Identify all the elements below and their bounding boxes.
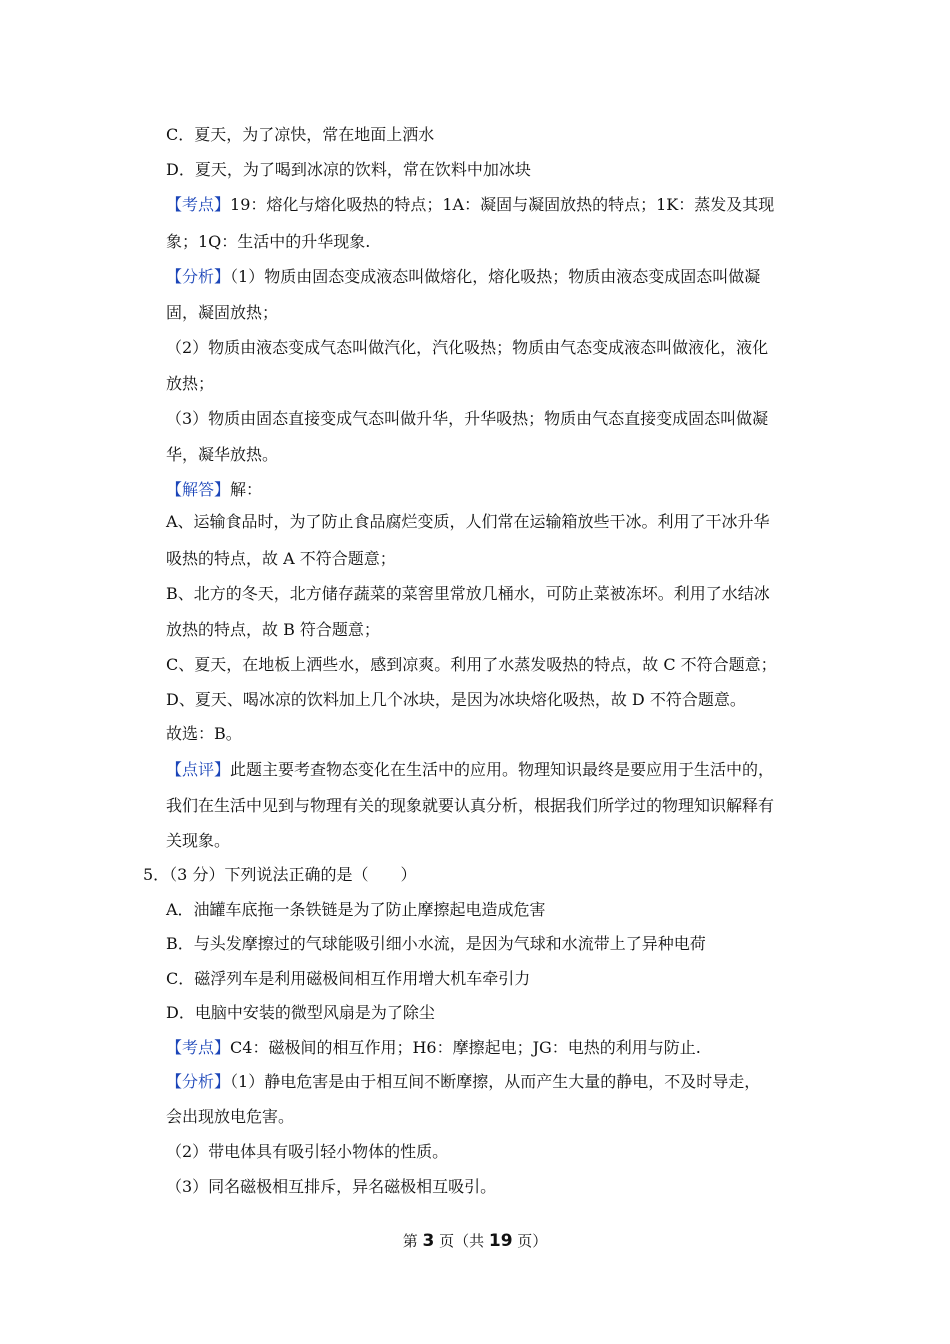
- page-footer: [0, 1230, 950, 1252]
- kaodian-text: 19：熔化与熔化吸热的特点；1A：凝固与凝固放热的特点；1K：蒸发及其现: [230, 195, 775, 214]
- q4-fenxi-line-5: （3）物质由固态直接变成气态叫做升华，升华吸热；物质由气态直接变成固态叫做凝: [166, 409, 769, 428]
- fenxi-tag: 【分析】: [166, 267, 231, 286]
- q5-option-c: C．磁浮列车是利用磁极间相互作用增大机车牵引力: [166, 969, 531, 988]
- q4-option-c: C．夏天，为了凉快，常在地面上洒水: [166, 125, 435, 144]
- kaodian-text: C4：磁极间的相互作用；H6：摩擦起电；JG：电热的利用与防止.: [230, 1038, 701, 1057]
- q4-jieda-b-line-1: B、北方的冬天，北方储存蔬菜的菜窖里常放几桶水，可防止菜被冻坏。利用了水结冰: [166, 584, 770, 603]
- q4-fenxi-line-4: 放热；: [166, 374, 215, 393]
- q5-option-a: A．油罐车底拖一条铁链是为了防止摩擦起电造成危害: [166, 900, 546, 919]
- q5-fenxi-line: [166, 1071, 816, 1093]
- q5-option-d: D．电脑中安装的微型风扇是为了除尘: [166, 1003, 435, 1022]
- fenxi-text: （1）物质由固态变成液态叫做熔化，熔化吸热；物质由液态变成固态叫做凝: [230, 267, 761, 286]
- footer-total-pages: 19: [488, 1231, 513, 1251]
- q4-jieda-line: [166, 479, 816, 501]
- dianping-text: 此题主要考查物态变化在生活中的应用。物理知识最终是要应用于生活中的，: [230, 760, 775, 779]
- q4-jieda-d-line: D、夏天、喝冰凉的饮料加上几个冰块，是因为冰块熔化吸热，故 D 不符合题意。: [166, 690, 746, 709]
- q4-fenxi-line-6: 华，凝华放热。: [166, 445, 279, 464]
- q5-fenxi-line-2: 会出现放电危害。: [166, 1107, 295, 1126]
- footer-page-number: 3: [422, 1231, 435, 1251]
- footer-prefix: 第: [402, 1232, 423, 1250]
- q4-jieda-b-line-2: 放热的特点，故 B 符合题意；: [166, 620, 380, 639]
- q4-dianping-line: [166, 759, 816, 781]
- jieda-text: 解：: [230, 480, 263, 499]
- q4-kaodian-line-2: 象；1Q：生活中的升华现象.: [166, 232, 371, 251]
- fenxi-tag: 【分析】: [166, 1072, 231, 1091]
- q4-jieda-answer: 故选：B。: [166, 724, 242, 743]
- q5-option-b: B．与头发摩擦过的气球能吸引细小水流，是因为气球和水流带上了异种电荷: [166, 934, 706, 953]
- q4-fenxi-line: [166, 266, 816, 288]
- q5-fenxi-line-3: （2）带电体具有吸引轻小物体的性质。: [166, 1142, 449, 1161]
- jieda-tag: 【解答】: [166, 480, 231, 499]
- q4-jieda-c-line: C、夏天，在地板上洒些水，感到凉爽。利用了水蒸发吸热的特点，故 C 不符合题意；: [166, 655, 777, 674]
- kaodian-tag: 【考点】: [166, 195, 231, 214]
- q4-jieda-a-line-2: 吸热的特点，故 A 不符合题意；: [166, 549, 396, 568]
- q4-kaodian-line: [166, 194, 816, 216]
- q4-fenxi-line-2: 固，凝固放热；: [166, 303, 279, 322]
- q4-dianping-line-3: 关现象。: [166, 831, 231, 850]
- kaodian-tag: 【考点】: [166, 1038, 231, 1057]
- q5-kaodian-line: [166, 1037, 816, 1059]
- q4-fenxi-line-3: （2）物质由液态变成气态叫做汽化，汽化吸热；物质由气态变成液态叫做液化，液化: [166, 338, 769, 357]
- fenxi-text: （1）静电危害是由于相互间不断摩擦，从而产生大量的静电，不及时导走，: [230, 1072, 761, 1091]
- q5-fenxi-line-4: （3）同名磁极相互排斥，异名磁极相互吸引。: [166, 1177, 497, 1196]
- q4-jieda-a-line-1: A、运输食品时，为了防止食品腐烂变质，人们常在运输箱放些干冰。利用了干冰升华: [166, 512, 770, 531]
- footer-middle: 页（共: [434, 1232, 489, 1250]
- dianping-tag: 【点评】: [166, 760, 231, 779]
- footer-suffix: 页）: [512, 1232, 548, 1250]
- q5-stem: 5．（3 分）下列说法正确的是（ ）: [143, 865, 417, 884]
- q4-option-d: D．夏天，为了喝到冰凉的饮料，常在饮料中加冰块: [166, 160, 531, 179]
- q4-dianping-line-2: 我们在生活中见到与物理有关的现象就要认真分析，根据我们所学过的物理知识解释有: [166, 796, 775, 815]
